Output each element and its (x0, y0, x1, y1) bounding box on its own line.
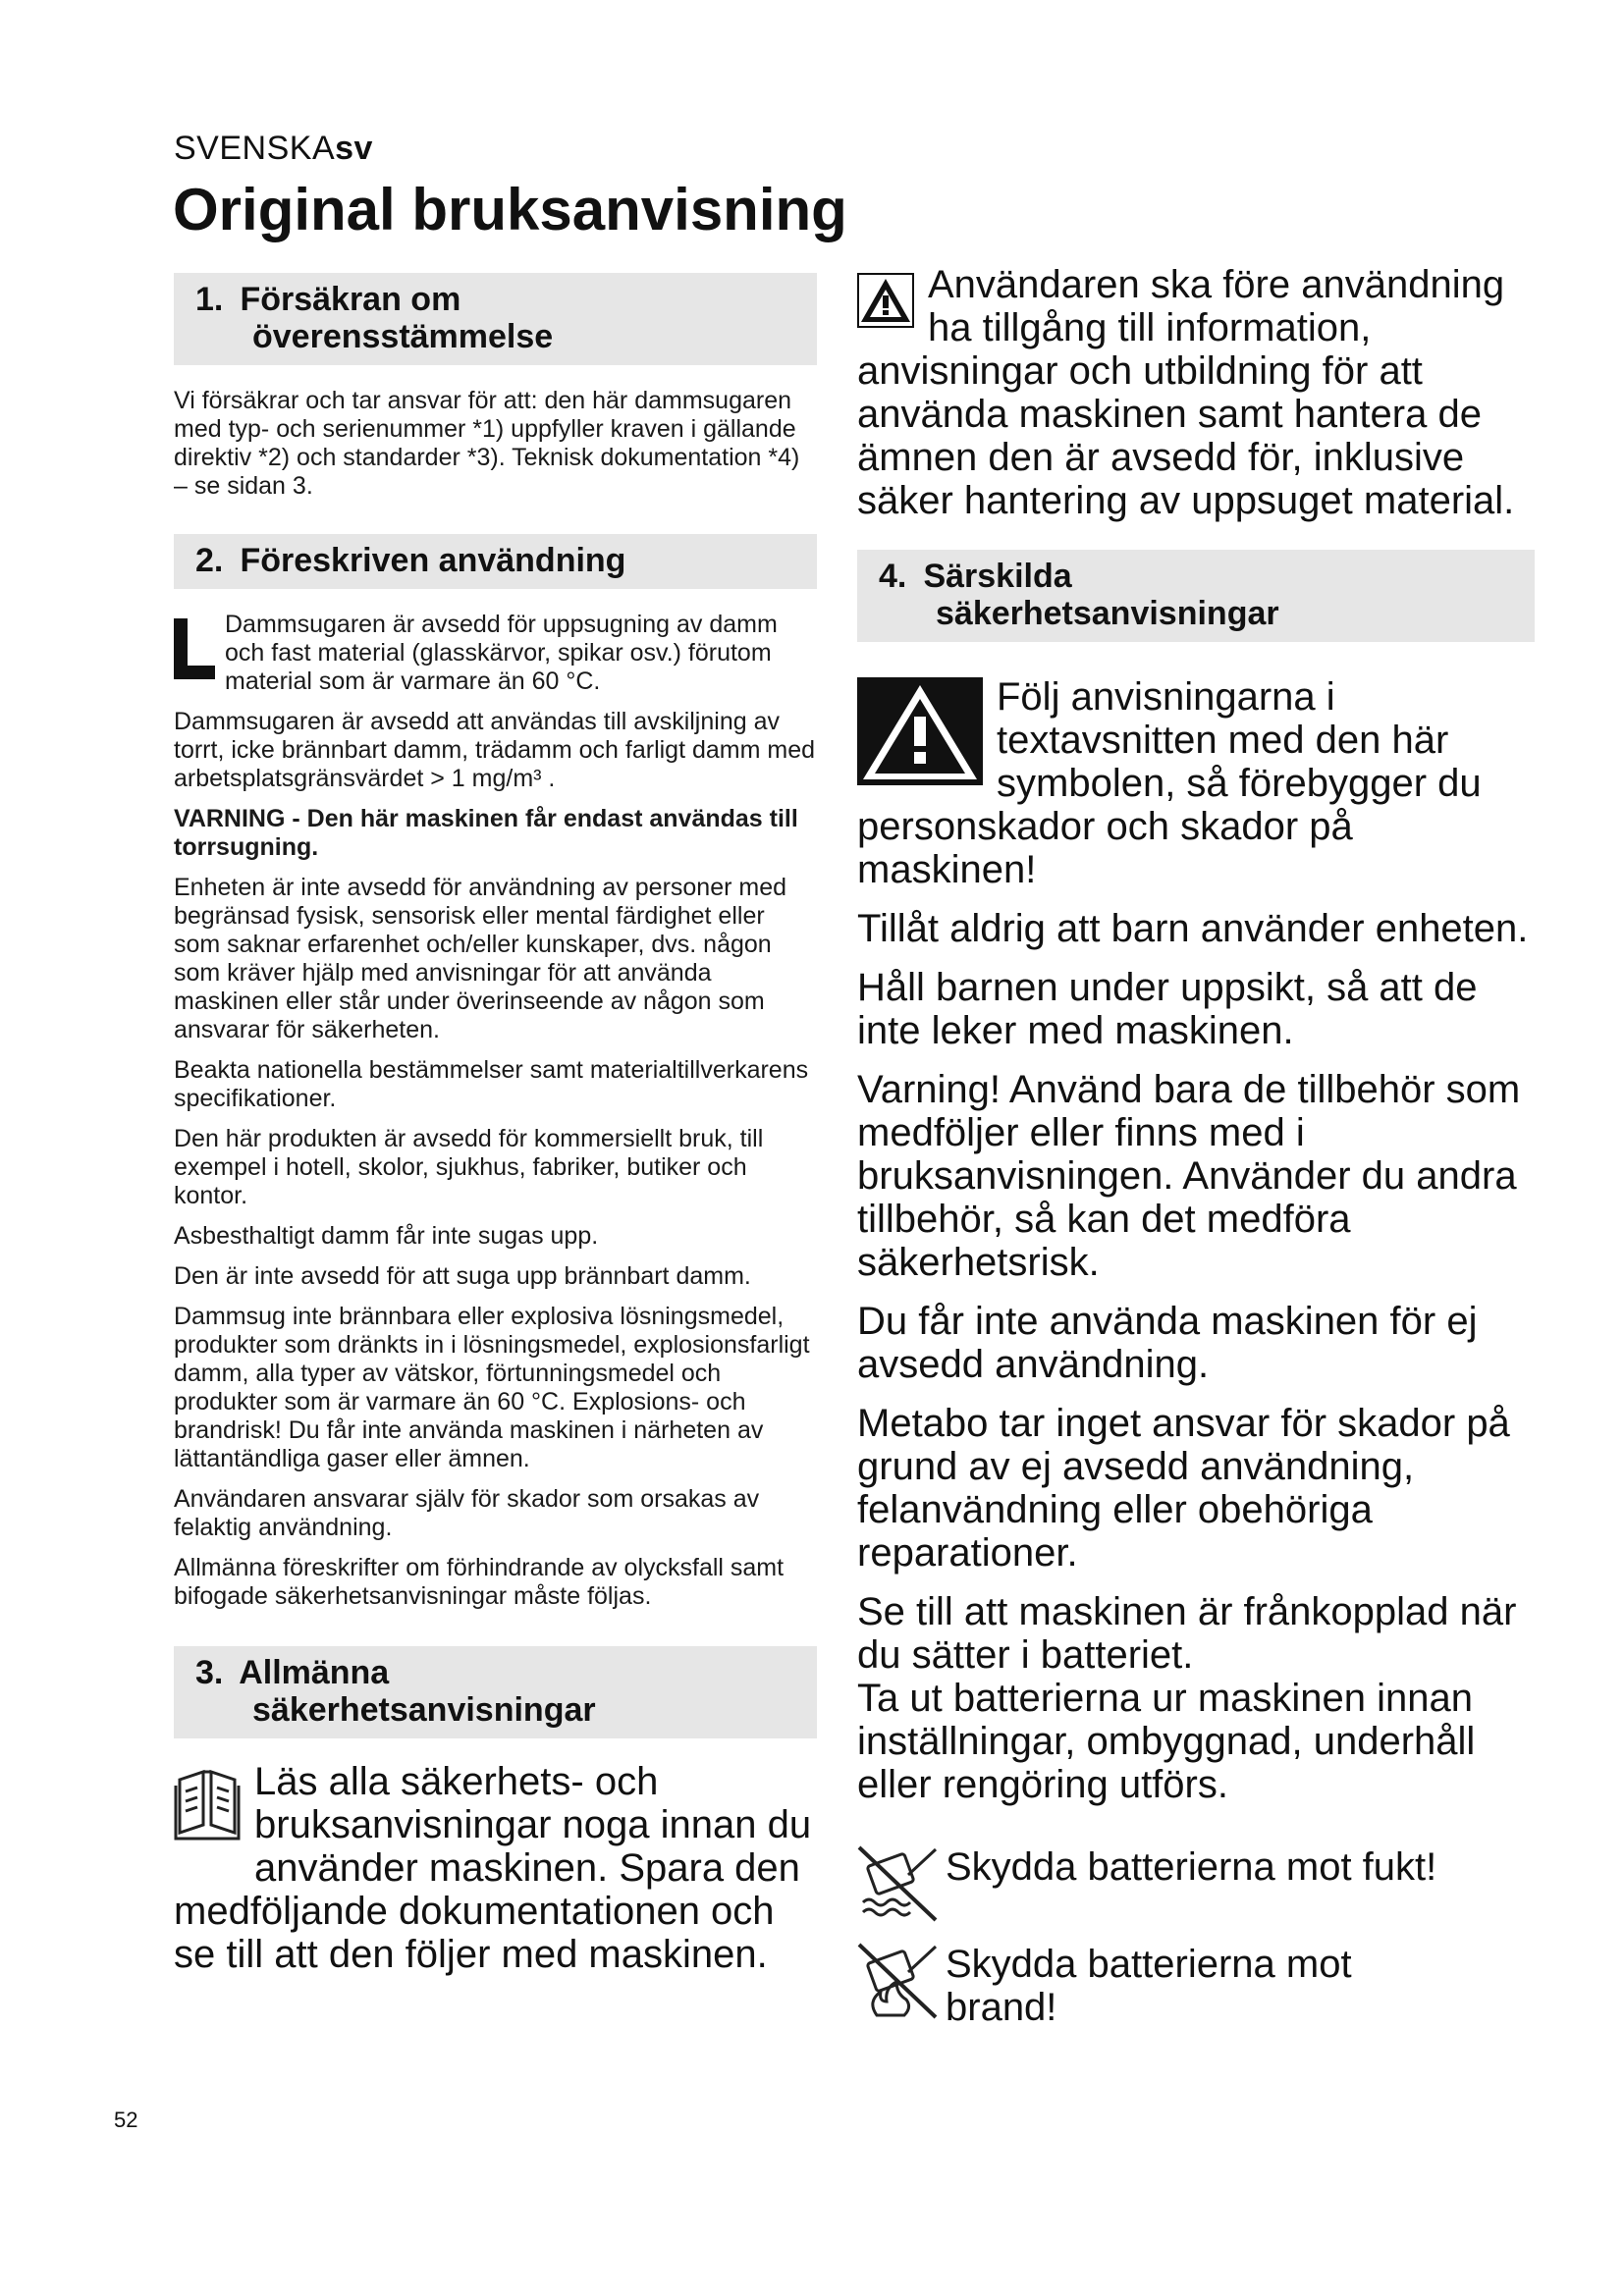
section-4-title-line2: säkerhetsanvisningar (936, 595, 1279, 632)
liability-disclaimer: Metabo tar inget ansvar för skador på grund av ej avsedd användning, felanvändning eller obehöriga reparationer. (857, 1402, 1510, 1575)
left-column (174, 273, 817, 1992)
intended-use-p3: Enheten är inte avsedd för användning av personer med begränsad fysisk, sensorisk eller mental färdighet eller som saknar erfarenhet och/eller kunskaper, dvs. någon som kräver hjälp med anvisningar för att använda maskinen eller står under överinseende av någon som ansvarar för säkerheten. (174, 874, 787, 1043)
intended-use-p8: Dammsug inte brännbara eller explosiva lösningsmedel, produkter som dränkts in i lösningsmedel, explosionsfarligt damm, alla typer av vätskor, förtunningsmedel och produkter som är varmare än 60 °C. Explosions- och brandrisk! Du får inte använda maskinen i närheten av lättantändliga gaser eller ämnen. (174, 1303, 810, 1472)
user-requirements-text: Användaren ska före användning ha tillgång till information, anvisningar och utbildning för att använda maskinen samt hantera de ämnen den är avsedd för, inklusive säker hantering av uppsuget material. (857, 263, 1515, 522)
intended-use-p1: Dammsugaren är avsedd för uppsugning av damm och fast material (glasskärvor, spikar osv.) förutom material som är varmare än 60 °C. (225, 611, 778, 695)
follow-instructions-text: Följ anvisningarna i textavsnitten med den här symbolen, så förebygger du personskador och skador på maskinen! (857, 675, 1482, 891)
disconnect-before-battery: Se till att maskinen är frånkopplad när du sätter i batteriet. (857, 1590, 1517, 1677)
intended-use-p10: Allmänna föreskrifter om förhindrande av olycksfall samt bifogade säkerhetsanvisningar måste följas. (174, 1554, 785, 1610)
section-4-body (857, 675, 1535, 2029)
no-fire-icon (857, 1943, 940, 2026)
remove-batteries: Ta ut batterierna ur maskinen innan inställningar, ombyggnad, underhåll eller rengöring utförs. (857, 1677, 1476, 1806)
dry-use-warning: VARNING - Den här maskinen får endast användas till torrsugning. (174, 805, 798, 861)
section-3-heading (174, 1646, 817, 1738)
language-label (174, 130, 373, 168)
section-1-title-line2: överensstämmelse (252, 318, 554, 355)
section-3-number: 3. (195, 1654, 224, 1691)
intended-use-p9: Användaren ansvarar själv för skador som orsakas av felaktig användning. (174, 1485, 760, 1541)
battery-moisture-text: Skydda batterierna mot fukt! (946, 1845, 1437, 1889)
intended-use-p2: Dammsugaren är avsedd att användas till avskiljning av torrt, icke brännbart damm, trädamm och farligt damm med arbetsplatsgränsvärdet > 1 mg/m³ . (174, 708, 816, 792)
intended-use-p7: Den är inte avsedd för att suga upp brännbart damm. (174, 1262, 751, 1290)
section-1-title-line1: Försäkran om (240, 281, 461, 318)
accessories-warning: Varning! Använd bara de tillbehör som medföljer eller finns med i bruksanvisningen. Använder du andra tillbehör, så kan det medföra säkerhetsrisk. (857, 1068, 1521, 1284)
language-name: SVENSKA (174, 130, 336, 167)
section-4-title-line1: Särskilda (923, 558, 1072, 595)
manual-book-icon (174, 1766, 241, 1845)
battery-moisture-row (857, 1845, 1535, 1929)
section-2-title: Föreskriven användning (240, 542, 626, 579)
section-2-body (174, 611, 817, 1611)
intended-use-lead (174, 611, 817, 708)
intended-use-p6: Asbesthaltigt damm får inte sugas upp. (174, 1222, 599, 1250)
language-code: sv (335, 130, 373, 167)
section-1-number: 1. (195, 281, 224, 318)
large-warning-icon (857, 677, 983, 790)
battery-fire-row (857, 1943, 1535, 2029)
section-2-number: 2. (195, 542, 224, 579)
section-3-title-line1: Allmänna (239, 1654, 390, 1691)
page-number: 52 (114, 2108, 138, 2132)
right-column (857, 263, 1535, 2043)
section-4-heading (857, 550, 1535, 642)
read-instructions-text: Läs alla säkerhets- och bruksanvisningar noga innan du använder maskinen. Spara den medföljande dokumentationen och se till att den följer med maskinen. (174, 1760, 812, 1976)
intended-use-p4: Beakta nationella bestämmelser samt materialtillverkarens specifikationer. (174, 1056, 809, 1112)
l-class-icon (174, 618, 215, 679)
section-3-title-line2: säkerhetsanvisningar (252, 1691, 596, 1729)
user-requirements (857, 263, 1535, 522)
children-rule: Tillåt aldrig att barn använder enheten. (857, 907, 1529, 950)
intended-use-p5: Den här produkten är avsedd för kommersiellt bruk, till exempel i hotell, skolor, sjukhus, fabriker, butiker och kontor. (174, 1125, 764, 1209)
page-title: Original bruksanvisning (173, 177, 847, 242)
section-3-body (174, 1760, 817, 1976)
battery-fire-text: Skydda batterierna mot brand! (946, 1943, 1352, 2029)
section-2-heading (174, 534, 817, 589)
section-1-heading (174, 273, 817, 365)
supervise-children: Håll barnen under uppsikt, så att de inte leker med maskinen. (857, 966, 1478, 1052)
section-4-number: 4. (879, 558, 907, 595)
declaration-text: Vi försäkrar och tar ansvar för att: den här dammsugaren med typ- och serienummer *1) uppfyller kraven i gällande direktiv *2) och standarder *3). Teknisk dokumentation *4) – se sidan 3. (174, 387, 800, 500)
section-1-body (174, 387, 817, 501)
no-improper-use: Du får inte använda maskinen för ej avsedd användning. (857, 1300, 1478, 1386)
small-warning-icon (857, 273, 914, 333)
no-moisture-icon (857, 1845, 940, 1929)
